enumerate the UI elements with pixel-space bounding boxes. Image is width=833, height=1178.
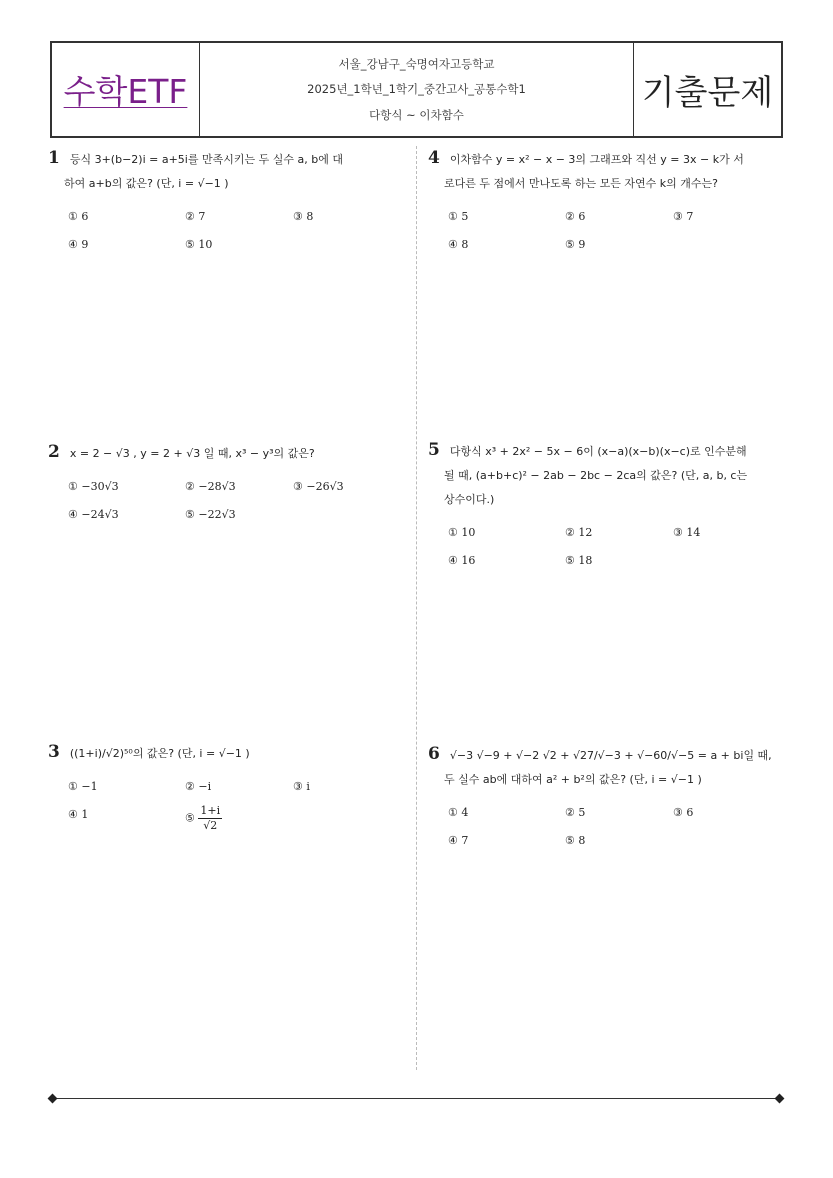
option-4[interactable]: ④ 9 bbox=[68, 238, 89, 251]
option-4[interactable]: ④ 1 bbox=[68, 808, 89, 821]
option-3[interactable]: ③ i bbox=[293, 780, 310, 793]
question-number: 4 bbox=[428, 148, 440, 168]
question-number: 6 bbox=[428, 744, 440, 764]
options bbox=[48, 476, 408, 526]
question-5 bbox=[428, 438, 773, 572]
question-stem-cont: 상수이다.) bbox=[444, 493, 495, 506]
question-2 bbox=[48, 440, 408, 526]
exam-title: 2025년_1학년_1학기_중간고사_공통수학1 bbox=[307, 82, 526, 97]
option-1[interactable]: ① 10 bbox=[448, 526, 476, 539]
option-3[interactable]: ③ 14 bbox=[673, 526, 701, 539]
question-number: 1 bbox=[48, 148, 60, 168]
option-5[interactable]: ⑤ 10 bbox=[185, 238, 213, 251]
option-2[interactable]: ② −28√3 bbox=[185, 480, 236, 493]
option-3[interactable]: ③ −26√3 bbox=[293, 480, 344, 493]
option-1[interactable]: ① −1 bbox=[68, 780, 98, 793]
question-stem: 다항식 x³ + 2x² − 5x − 6이 (x−a)(x−b)(x−c)로 인수분해 bbox=[449, 445, 747, 458]
options bbox=[428, 206, 773, 256]
option-4[interactable]: ④ 8 bbox=[448, 238, 469, 251]
option-2[interactable]: ② 6 bbox=[565, 210, 586, 223]
exam-info-cell bbox=[200, 43, 634, 136]
question-4 bbox=[428, 146, 773, 256]
options bbox=[428, 802, 773, 852]
school-name: 서울_강남구_숙명여자고등학교 bbox=[338, 56, 495, 71]
label-cell bbox=[634, 43, 781, 136]
question-number: 3 bbox=[48, 742, 60, 762]
question-1 bbox=[48, 146, 408, 256]
option-4[interactable]: ④ 16 bbox=[448, 554, 476, 567]
question-stem: 등식 3+(b−2)i = a+5i를 만족시키는 두 실수 a, b에 대 bbox=[69, 153, 343, 166]
option-2[interactable]: ② 12 bbox=[565, 526, 593, 539]
option-4[interactable]: ④ −24√3 bbox=[68, 508, 119, 521]
question-number: 2 bbox=[48, 442, 60, 462]
option-2[interactable]: ② 5 bbox=[565, 806, 586, 819]
chapter-range: 다항식 ~ 이차함수 bbox=[369, 108, 464, 123]
question-stem: √−3 √−9 + √−2 √2 + √27/√−3 + √−60/√−5 = a + bi일 때, bbox=[449, 749, 772, 762]
question-stem: x = 2 − √3 , y = 2 + √3 일 때, x³ − y³의 값은? bbox=[69, 447, 315, 460]
option-1[interactable]: ① 4 bbox=[448, 806, 469, 819]
question-stem-cont: 될 때, (a+b+c)² − 2ab − 2bc − 2ca의 값은? (단, a, b, c는 bbox=[444, 469, 748, 482]
option-5[interactable]: ⑤ 18 bbox=[565, 554, 593, 567]
question-stem-cont: 두 실수 ab에 대하여 a² + b²의 값은? (단, i = √−1 ) bbox=[444, 773, 702, 786]
option-5[interactable]: ⑤ 8 bbox=[565, 834, 586, 847]
option-1[interactable]: ① 5 bbox=[448, 210, 469, 223]
question-3 bbox=[48, 740, 408, 833]
option-2[interactable]: ② −i bbox=[185, 780, 212, 793]
option-5-fraction: $\frac{1+i}{√2}$ bbox=[200, 804, 221, 832]
footer-left-diamond bbox=[48, 1094, 58, 1104]
option-5[interactable]: ⑤ 9 bbox=[565, 238, 586, 251]
doc-label: 기출문제 bbox=[641, 73, 774, 113]
option-3[interactable]: ③ 8 bbox=[293, 210, 314, 223]
question-stem: 이차함수 y = x² − x − 3의 그래프와 직선 y = 3x − k가 서 bbox=[449, 153, 744, 166]
option-3[interactable]: ③ 7 bbox=[673, 210, 694, 223]
option-5[interactable]: ⑤ −22√3 bbox=[185, 508, 236, 521]
exam-header bbox=[50, 41, 783, 138]
option-5[interactable]: ⑤ $\frac{1+i}{√2}$ bbox=[185, 804, 221, 832]
question-stem-cont: 로다른 두 점에서 만나도록 하는 모든 자연수 k의 개수는? bbox=[444, 177, 718, 190]
question-stem: ((1+i)/√2)⁵⁰의 값은? (단, i = √−1 ) bbox=[69, 747, 250, 760]
question-number: 5 bbox=[428, 440, 440, 460]
brand-cell bbox=[52, 43, 200, 136]
option-1[interactable]: ① −30√3 bbox=[68, 480, 119, 493]
footer-right-diamond bbox=[775, 1094, 785, 1104]
column-divider bbox=[416, 146, 417, 1070]
brand-logo: 수학ETF bbox=[63, 72, 188, 111]
question-stem-cont: 하여 a+b의 값은? (단, i = √−1 ) bbox=[64, 177, 229, 190]
option-4[interactable]: ④ 7 bbox=[448, 834, 469, 847]
option-3[interactable]: ③ 6 bbox=[673, 806, 694, 819]
footer-rule bbox=[52, 1098, 780, 1099]
option-2[interactable]: ② 7 bbox=[185, 210, 206, 223]
options bbox=[48, 776, 408, 833]
question-6 bbox=[428, 742, 773, 852]
options bbox=[48, 206, 408, 256]
option-1[interactable]: ① 6 bbox=[68, 210, 89, 223]
options bbox=[428, 522, 773, 572]
